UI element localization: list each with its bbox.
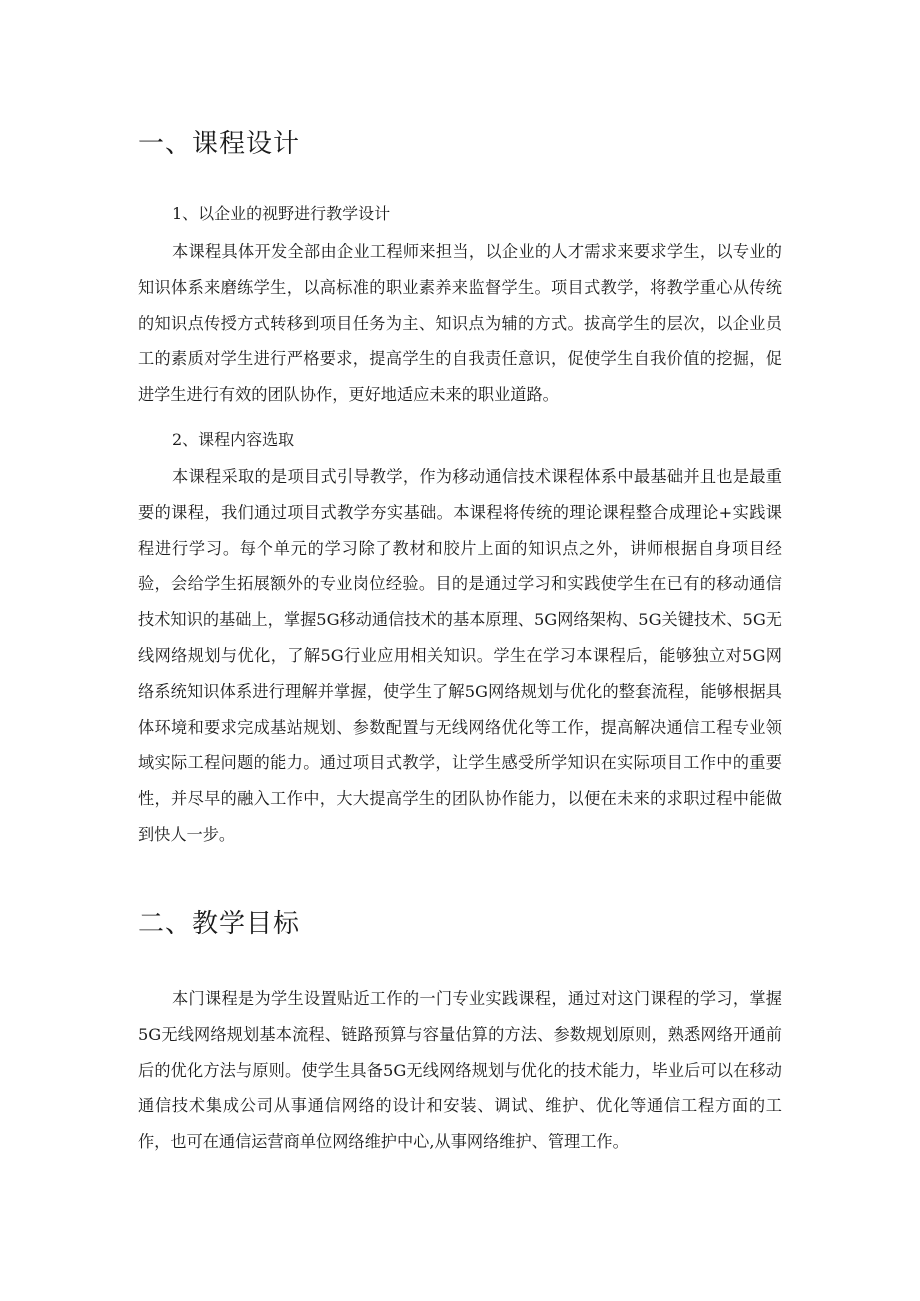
section-heading-course-design: 一、课程设计 — [138, 129, 301, 159]
subsection-title-content-selection: 2、课程内容选取 — [172, 430, 295, 449]
subsection-title-enterprise-perspective: 1、以企业的视野进行教学设计 — [172, 204, 391, 223]
paragraph-content-selection: 本课程采取的是项目式引导教学，作为移动通信技术课程体系中最基础并且也是最重要的课程，我们通过项目式教学夯实基础。本课程将传统的理论课程整合成理论+实践课程进行学习。每个单元的学习除了教材和胶片上面的知识点之外，讲师根据自身项目经验，会给学生拓展额外的专业岗位经验。目的是通过学习和实践使学生在已有的移动通信技术知识的基础上，掌握5G移动通信技术的基本原理、5G网络架构、5G关键技术、5G无线网络规划与优化，了解5G行业应用相关知识。学生在学习本课程后，能够独立对5G网络系统知识体系进行理解并掌握，使学生了解5G网络规划与优化的整套流程，能够根据具体环境和要求完成基站规划、参数配置与无线网络优化等工作，提高解决通信工程专业领域实际工程问题的能力。通过项目式教学，让学生感受所学知识在实际项目工作中的重要性，并尽早的融入工作中，大大提高学生的团队协作能力，以便在未来的求职过程中能做到快人一步。 — [138, 467, 782, 844]
paragraph-teaching-objectives: 本门课程是为学生设置贴近工作的一门专业实践课程，通过对这门课程的学习，掌握5G无线网络规划基本流程、链路预算与容量估算的方法、参数规划原则，熟悉网络开通前后的优化方法与原则。使学生具备5G无线网络规划与优化的技术能力，毕业后可以在移动通信技术集成公司从事通信网络的设计和安装、调试、维护、优化等通信工程方面的工作，也可在通信运营商单位网络维护中心,从事网络维护、管理工作。 — [138, 989, 782, 1152]
paragraph-enterprise-perspective: 本课程具体开发全部由企业工程师来担当，以企业的人才需求来要求学生，以专业的知识体系来磨练学生，以高标准的职业素养来监督学生。项目式教学，将教学重心从传统的知识点传授方式转移到项目任务为主、知识点为辅的方式。拔高学生的层次，以企业员工的素质对学生进行严格要求，提高学生的自我责任意识，促使学生自我价值的挖掘，促进学生进行有效的团队协作，更好地适应未来的职业道路。 — [138, 242, 782, 405]
section-heading-teaching-objectives: 二、教学目标 — [138, 909, 301, 939]
